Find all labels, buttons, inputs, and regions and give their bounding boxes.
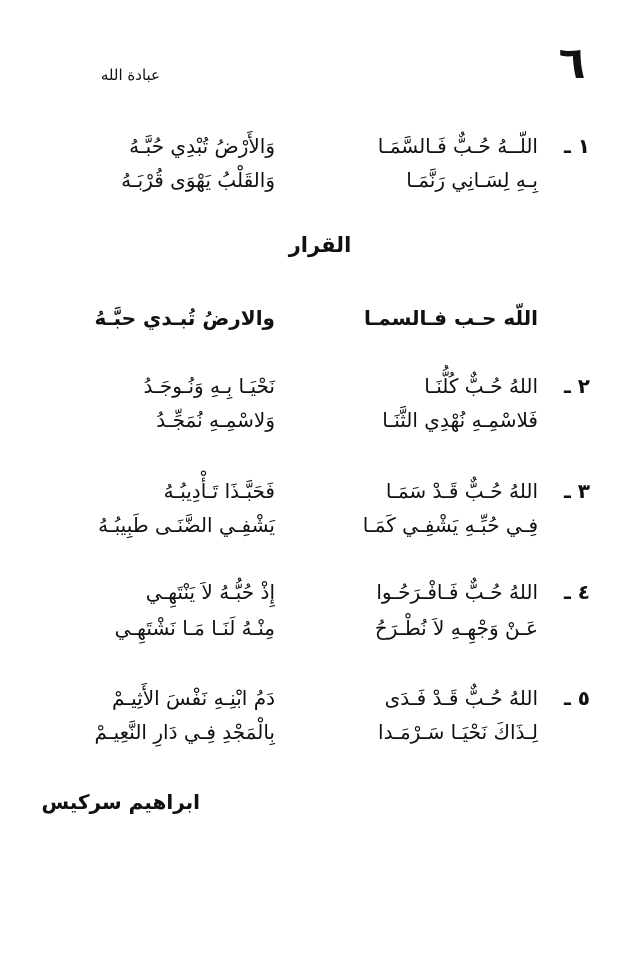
- verse-first-hemistich: لِـذَاكَ نَحْيَـا سَـرْمَـدا: [378, 720, 538, 744]
- verse-second-hemistich: دَمُ ابْنِـهِ نَفْسَ الأَثِيـمْ: [111, 686, 275, 710]
- verse-first-hemistich: اللّــهُ حُـبٌّ فَـالسَّمَـا: [377, 134, 538, 158]
- verse-second-hemistich: وَالقَلْبُ يَهْوَى قُرْبَـهُ: [121, 168, 275, 192]
- stanza-number: ٤ ـ: [563, 580, 590, 604]
- verse-second-hemistich: بِالْمَجْدِ فِـي دَارِ النَّعِيـمْ: [94, 720, 275, 744]
- stanza-number: ٥ ـ: [563, 686, 590, 710]
- verse-first-hemistich: بِـهِ لِسَـانِي رَنَّمَـا: [406, 168, 538, 192]
- author-name: ابراهيم سركيس: [41, 790, 200, 814]
- verse-second-hemistich: وَالأَرْضُ تُبْدِي حُبَّـهُ: [129, 134, 275, 158]
- refrain-first-hemistich: اللّه حـب فـالسمـا: [363, 306, 538, 330]
- verse-first-hemistich: عَـنْ وَجْهِـهِ لاَ نُطْـرَحُ: [374, 616, 538, 640]
- stanza-number: ٣ ـ: [563, 479, 590, 503]
- stanza-number: ٢ ـ: [563, 374, 590, 398]
- refrain-second-hemistich: والارضُ تُبـدي حبَّـهُ: [94, 306, 275, 330]
- verse-second-hemistich: إِذْ حُبُّـهُ لاَ يَنْتَهِـي: [145, 580, 275, 604]
- refrain-title: القرار: [288, 233, 352, 257]
- verse-first-hemistich: اللهُ حُـبٌّ قَـدْ سَمَـا: [385, 479, 538, 503]
- verse-first-hemistich: اللهُ حُـبٌّ كُلُّنَـا: [424, 374, 538, 398]
- verse-second-hemistich: وَلاسْمِـهِ نُمَجِّـدُ: [156, 408, 275, 432]
- running-title: عبادة الله: [100, 66, 160, 84]
- verse-first-hemistich: اللهُ حُـبٌّ قَـدْ فَـدَى: [384, 686, 538, 710]
- verse-second-hemistich: مِنْـهُ لَنَـا مَـا نَشْتَهِـي: [114, 616, 275, 640]
- verse-first-hemistich: اللهُ حُـبٌّ فَـافْـرَحُـوا: [376, 580, 538, 604]
- verse-first-hemistich: فَلاسْمِـهِ نُهْدِي الثَّنَـا: [382, 408, 538, 432]
- verse-second-hemistich: فَحَبَّـذَا تَـأْدِيبُـهُ: [163, 479, 275, 503]
- verse-first-hemistich: فِـي حُبِّـهِ يَشْفِـي كَمَـا: [362, 513, 538, 537]
- verse-second-hemistich: نَحْيَـا بِـهِ وَنُـوجَـدُ: [143, 374, 275, 398]
- page-number: ٦: [558, 38, 586, 89]
- verse-second-hemistich: يَشْفِـي الضَّنَـى طَبِيبُـهُ: [98, 513, 275, 537]
- stanza-number: ١ ـ: [563, 134, 590, 158]
